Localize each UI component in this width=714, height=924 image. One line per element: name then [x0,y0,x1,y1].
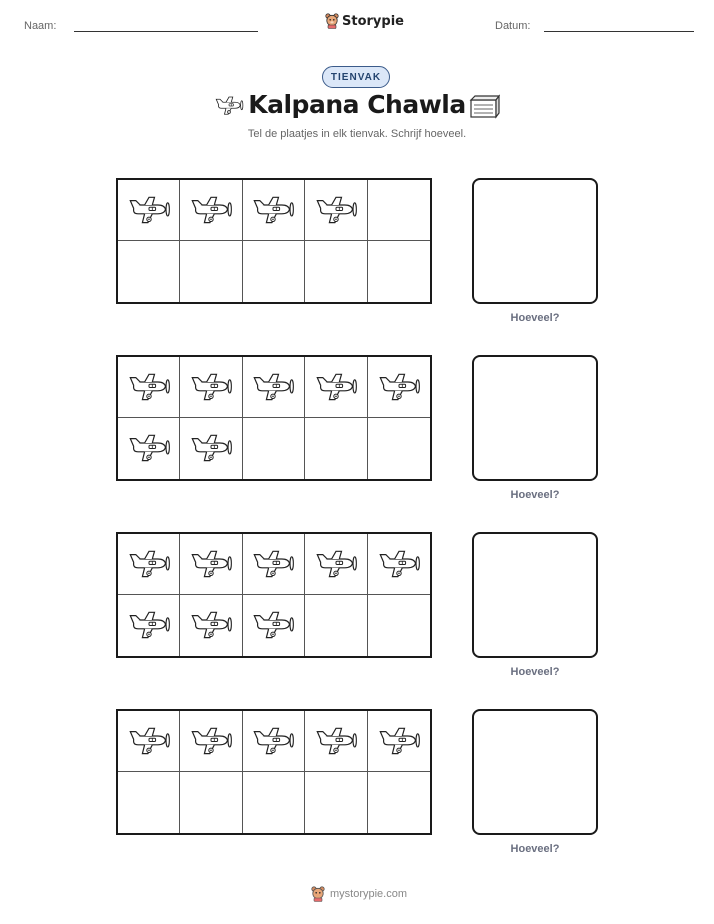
airplane-icon [127,371,171,404]
ten-frame-cell [368,357,430,418]
page-title: Kalpana Chawla [248,90,466,119]
ten-frame-cell [305,534,367,595]
space-shuttle-box-icon [468,94,500,120]
instructions: Tel de plaatjes in elk tienvak. Schrijf hoeveel. [247,128,467,140]
answer-label: Hoeveel? [510,843,560,855]
ten-frame [116,709,432,835]
ten-frame-cell [368,595,430,656]
ten-frame-cell [368,180,430,241]
airplane-icon [127,609,171,642]
airplane-icon [189,548,233,581]
ten-frame-cell [305,180,367,241]
brand-name: Storypie [342,13,404,29]
ten-frame-cell [243,534,305,595]
airplane-icon [127,725,171,758]
airplane-icon [127,548,171,581]
ten-frame [116,532,432,658]
airplane-icon [377,371,421,404]
ten-frame-cell [368,711,430,772]
airplane-icon [189,371,233,404]
ten-frame-cell [305,241,367,302]
ten-frame-cell [180,418,242,479]
airplane-icon [189,725,233,758]
airplane-icon [251,548,295,581]
ten-frame-cell [180,241,242,302]
airplane-icon [127,194,171,227]
name-field [24,20,258,32]
ten-frame-cell [180,772,242,833]
airplane-icon [314,194,358,227]
airplane-icon [314,725,358,758]
ten-frame-cell [243,418,305,479]
ten-frame-cell [180,180,242,241]
ten-frame-cell [305,357,367,418]
answer-box[interactable] [472,709,598,835]
airplane-icon [251,371,295,404]
airplane-icon [127,432,171,465]
name-write-line[interactable] [74,30,258,32]
ten-frame-cell [368,534,430,595]
ten-frame [116,178,432,304]
airplane-icon [189,609,233,642]
ten-frame-cell [305,418,367,479]
airplane-icon [377,725,421,758]
ten-frame-cell [118,595,180,656]
brand [325,13,404,29]
answer-box[interactable] [472,532,598,658]
airplane-icon [189,432,233,465]
date-write-line[interactable] [544,30,694,32]
airplane-icon [314,371,358,404]
ten-frame-cell [180,595,242,656]
airplane-icon [251,609,295,642]
airplane-icon [251,194,295,227]
answer-box[interactable] [472,355,598,481]
date-label: Datum: [495,20,531,32]
answer-label: Hoeveel? [510,312,560,324]
ten-frame-cell [243,357,305,418]
ten-frame-cell [118,711,180,772]
storypie-bear-logo [310,886,326,902]
footer-url: mystorypie.com [330,888,408,900]
answer-label: Hoeveel? [510,666,560,678]
storypie-bear-logo [325,13,339,29]
footer [310,886,407,902]
ten-frame-cell [118,772,180,833]
ten-frame-cell [243,241,305,302]
airplane-icon [314,548,358,581]
topic-badge: TIENVAK [322,66,390,88]
ten-frame-cell [368,772,430,833]
ten-frame-cell [180,711,242,772]
answer-box[interactable] [472,178,598,304]
ten-frame-cell [243,711,305,772]
ten-frame [116,355,432,481]
ten-frame-cell [180,357,242,418]
airplane-icon [251,725,295,758]
ten-frame-cell [305,772,367,833]
ten-frame-cell [118,180,180,241]
ten-frame-cell [305,711,367,772]
ten-frame-cell [243,772,305,833]
airplane-icon [377,548,421,581]
ten-frame-cell [118,241,180,302]
answer-label: Hoeveel? [510,489,560,501]
ten-frame-cell [118,534,180,595]
name-label: Naam: [24,20,57,32]
ten-frame-cell [243,180,305,241]
ten-frame-cell [118,357,180,418]
airplane-icon [189,194,233,227]
ten-frame-cell [368,241,430,302]
ten-frame-cell [180,534,242,595]
ten-frame-cell [305,595,367,656]
date-field [495,20,694,32]
ten-frame-cell [243,595,305,656]
ten-frame-cell [368,418,430,479]
ten-frame-cell [118,418,180,479]
